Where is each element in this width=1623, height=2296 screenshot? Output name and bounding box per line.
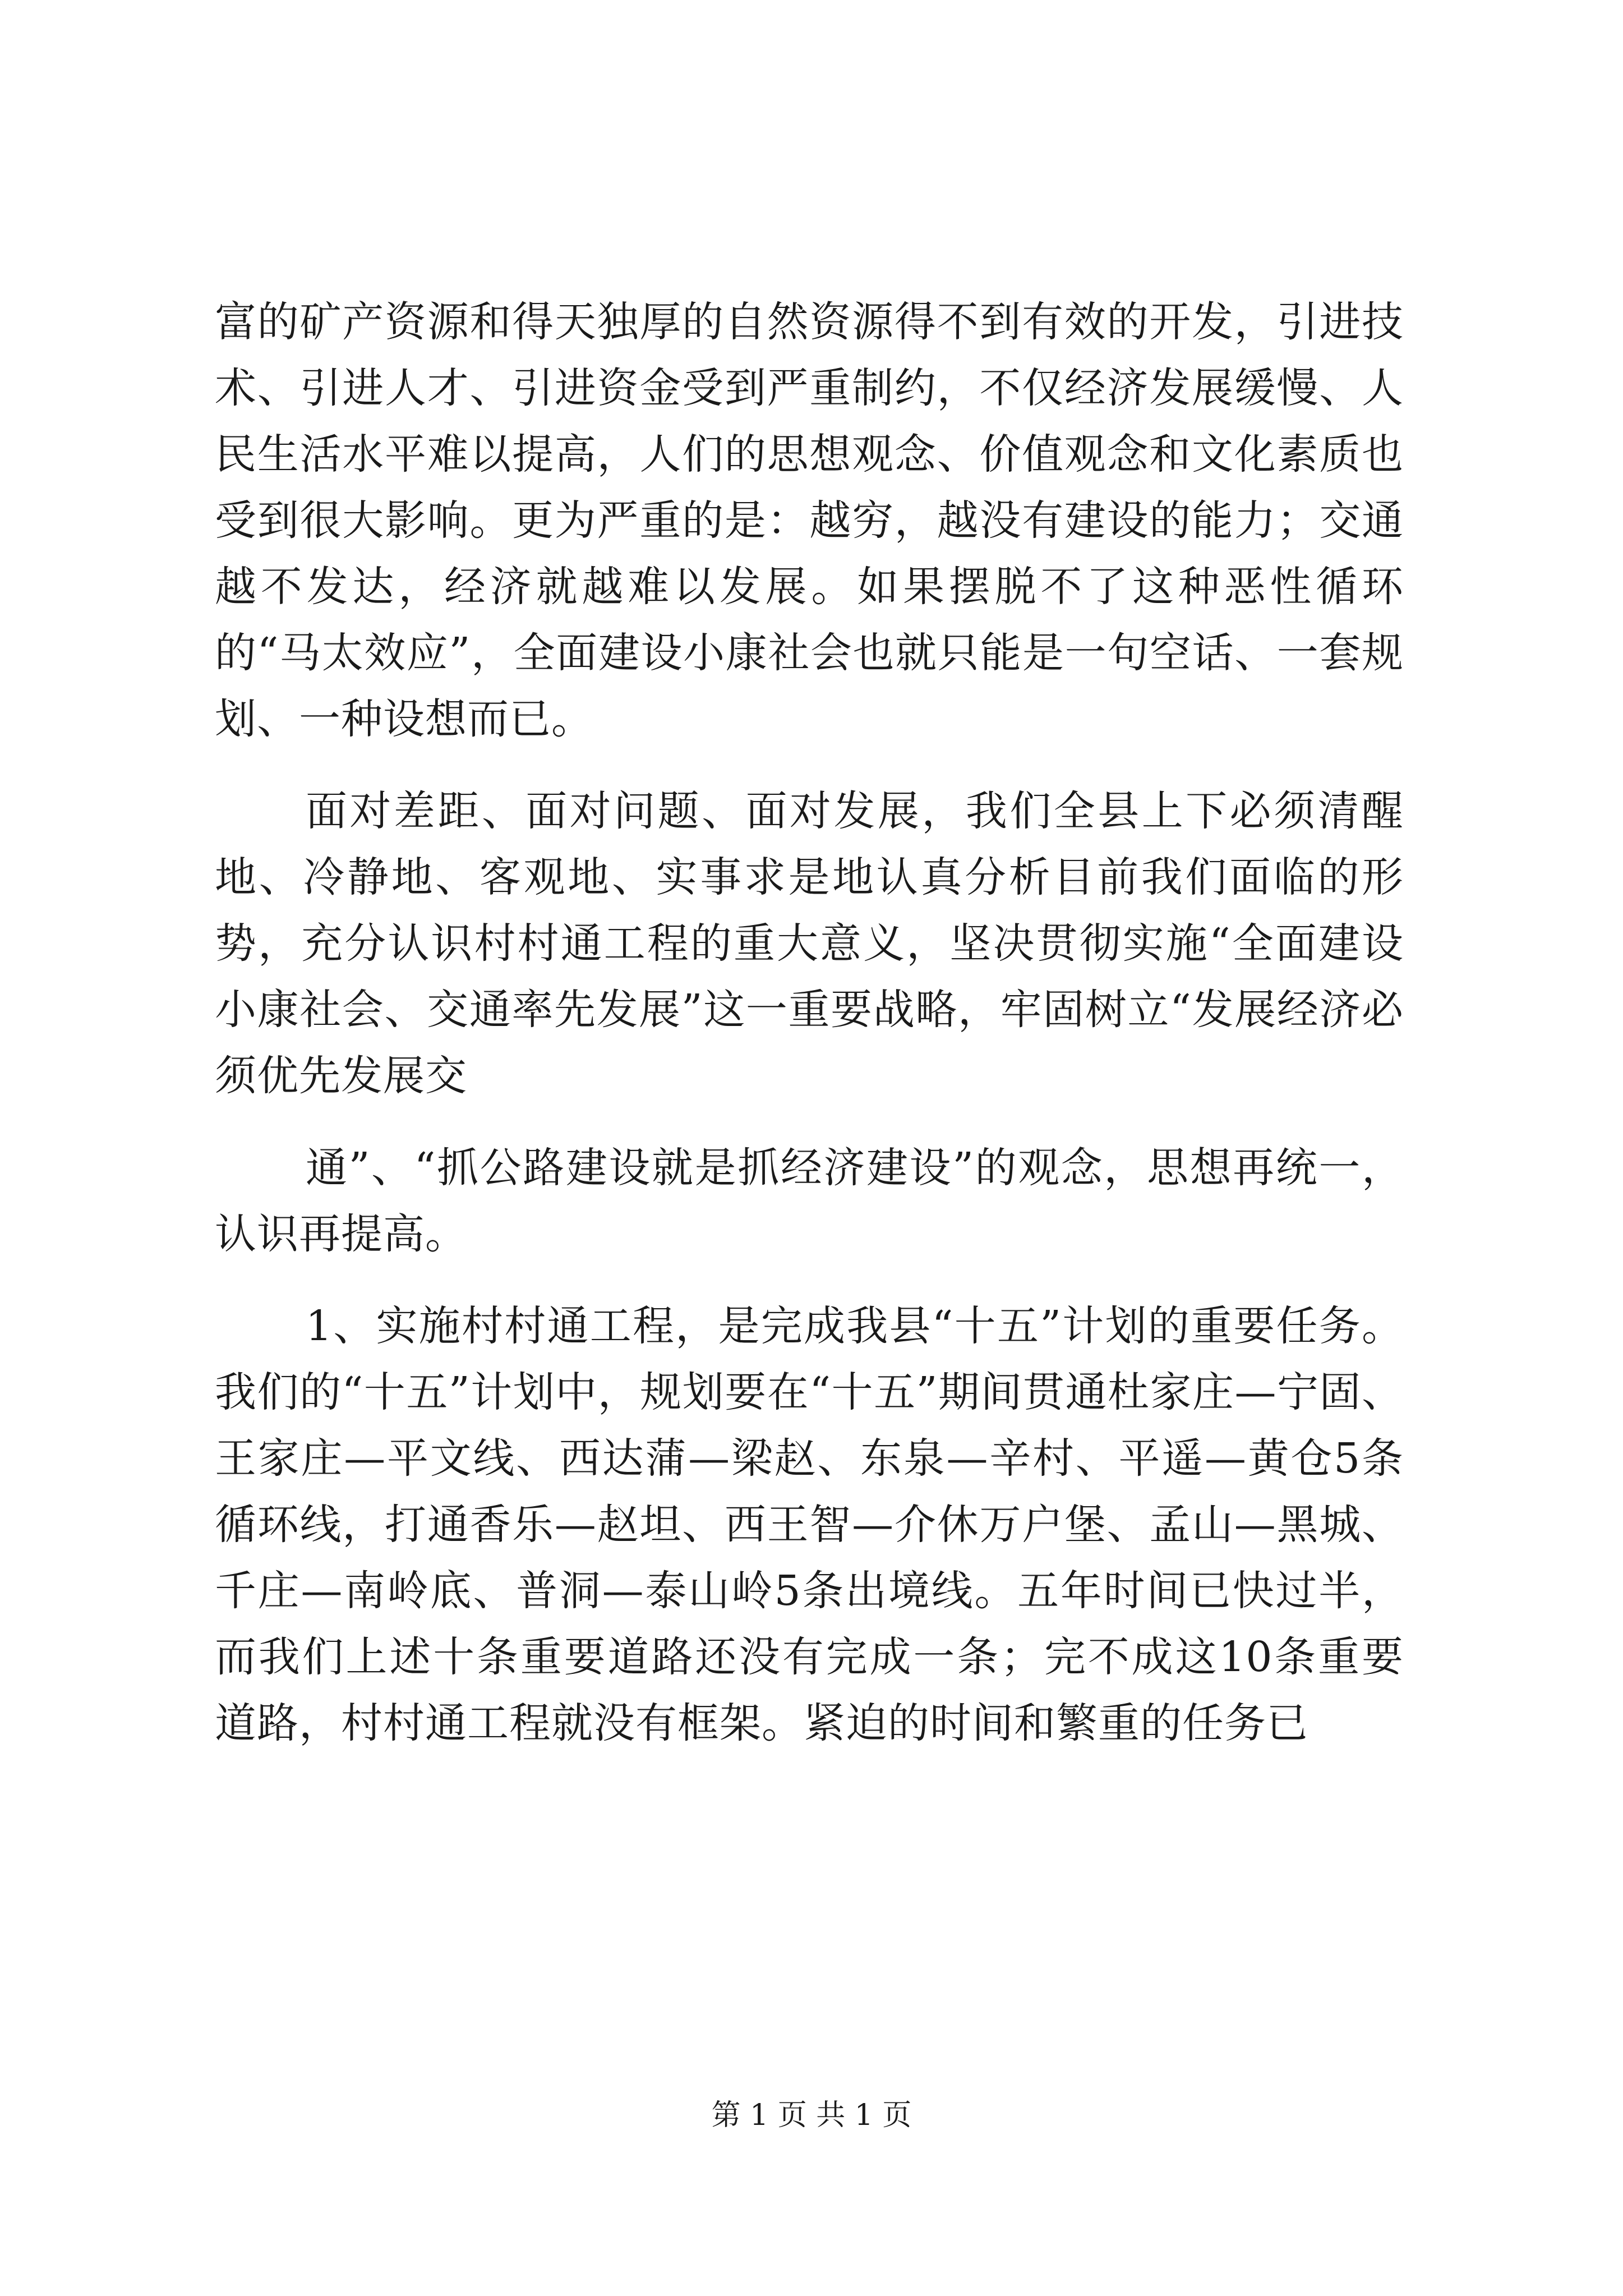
paragraph-1: 富的矿产资源和得天独厚的自然资源得不到有效的开发，引进技术、引进人才、引进资金受到严重制约，不仅经济发展缓慢、人民生活水平难以提高，人们的思想观念、价值观念和文化素质也受到很大影响。更为严重的是：越穷，越没有建设的能力；交通越不发达，经济就越难以发展。如果摆脱不了这种恶性循环的“马太效应”，全面建设小康社会也就只能是一句空话、一套规划、一种设想而已。 bbox=[215, 298, 1404, 743]
document-body bbox=[215, 289, 1404, 1756]
page-number-footer: 第 1 页 共 1 页 bbox=[711, 2099, 912, 2132]
paragraph-3: 通”、“抓公路建设就是抓经济建设”的观念，思想再统一，认识再提高。 bbox=[215, 1144, 1404, 1258]
paragraph-4: 1、实施村村通工程，是完成我县“十五”计划的重要任务。我们的“十五”计划中，规划要在“十五”期间贯通杜家庄—宁固、王家庄—平文线、西达蒲—梁赵、东泉—辛村、平遥—黄仓5条循环线，打通香乐—赵坦、西王智—介休万户堡、孟山—黑城、千庄—南岭底、普洞—泰山岭5条出境线。五年时间已快过半，而我们上述十条重要道路还没有完成一条；完不成这10条重要道路，村村通工程就没有框架。紧迫的时间和繁重的任务已 bbox=[215, 1302, 1404, 1747]
paragraph-2: 面对差距、面对问题、面对发展，我们全县上下必须清醒地、冷静地、客观地、实事求是地认真分析目前我们面临的形势，充分认识村村通工程的重大意义，坚决贯彻实施“全面建设小康社会、交通率先发展”这一重要战略，牢固树立“发展经济必须优先发展交 bbox=[215, 787, 1404, 1100]
